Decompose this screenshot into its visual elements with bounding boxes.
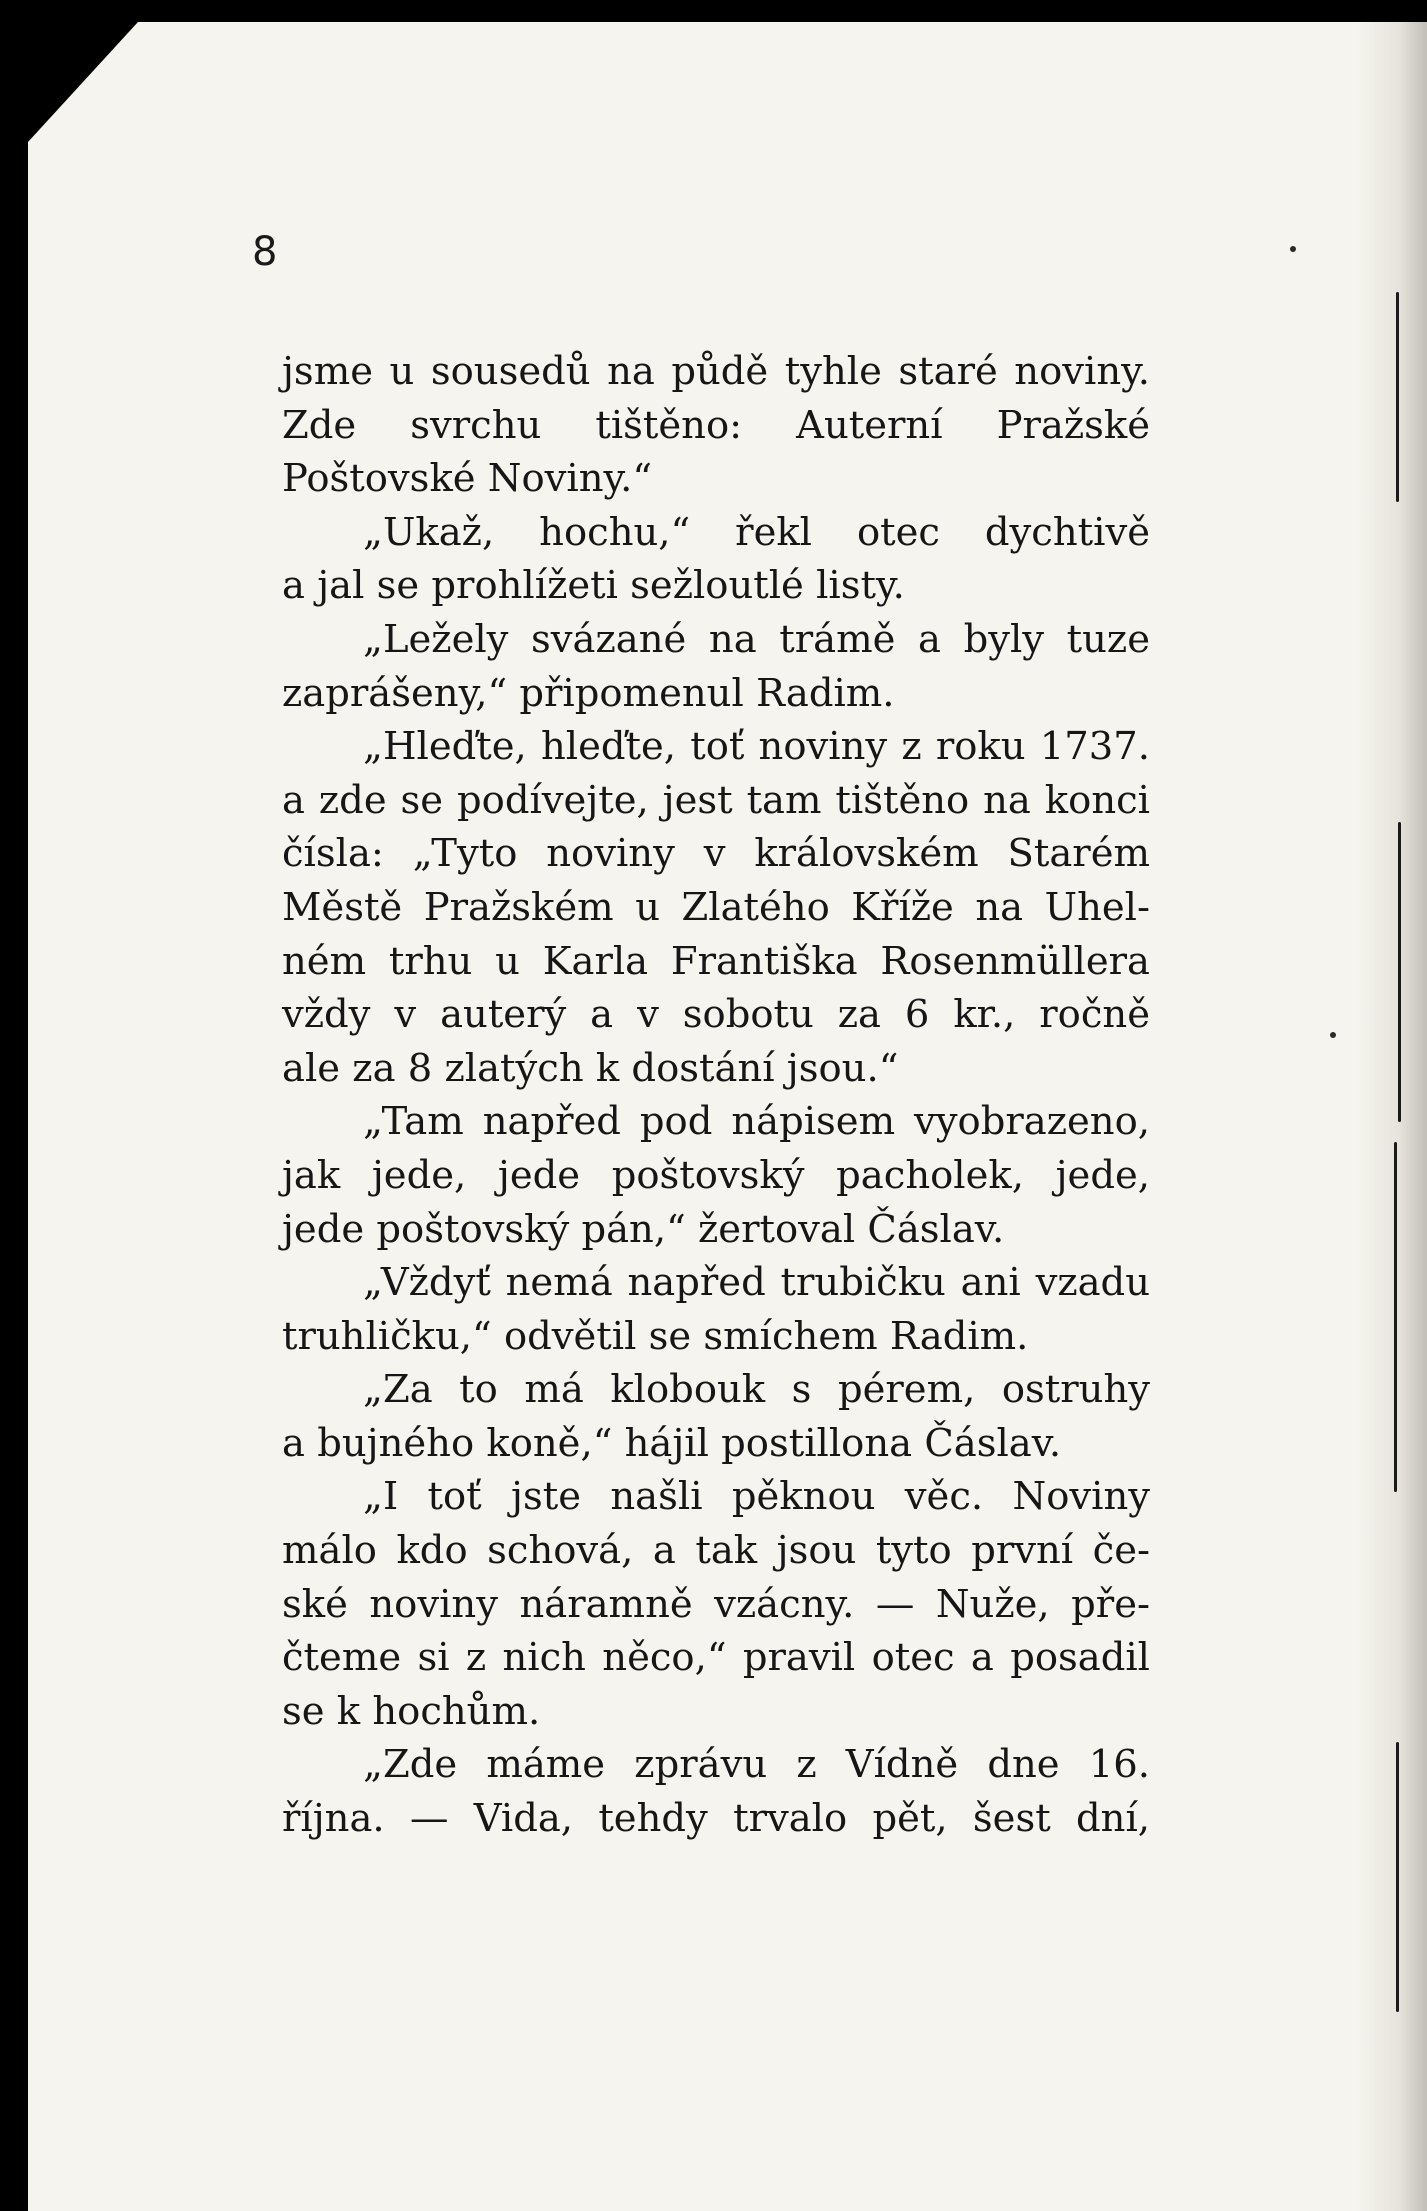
text-line: Zde svrchu tištěno: Auterní Pražské (282, 402, 1150, 448)
text-line: a zde se podívejte, jest tam tištěno na konci (282, 777, 1150, 823)
ink-speck (1290, 246, 1296, 252)
text-line: „Zde máme zprávu z Vídně dne 16. (363, 1742, 1150, 1788)
text-line: „Ležely svázané na trámě a byly tuze (363, 616, 1150, 662)
text-line: Městě Pražském u Zlatého Kříže na Uhel- (282, 884, 1150, 930)
gutter-mark (1398, 822, 1401, 1122)
text-line: „Hleďte, hleďte, toť noviny z roku 1737. (363, 724, 1150, 770)
text-line: „Za to má klobouk s pérem, ostruhy (363, 1367, 1150, 1413)
text-line: „Ukaž, hochu,“ řekl otec dychtivě (363, 509, 1150, 555)
body-text (282, 345, 1150, 1846)
page-number: 8 (252, 229, 278, 275)
text-line: ské noviny náramně vzácny. — Nuže, pře- (282, 1581, 1150, 1627)
ink-speck (1330, 1032, 1336, 1038)
text-line: Poštovské Noviny.“ (282, 456, 653, 502)
text-line: málo kdo schová, a tak jsou tyto první če- (282, 1528, 1150, 1574)
gutter-mark (1396, 292, 1399, 502)
text-line: jsme u sousedů na půdě tyhle staré noviny. (282, 349, 1150, 394)
text-line: čísla: „Tyto noviny v královském Starém (282, 831, 1150, 877)
text-line: vždy v auterý a v sobotu za 6 kr., ročně (282, 992, 1150, 1038)
text-line: „I toť jste našli pěknou věc. Noviny (363, 1474, 1150, 1520)
text-line: ale za 8 zlatých k dostání jsou.“ (282, 1045, 899, 1091)
text-line: října. — Vida, tehdy trvalo pět, šest dní, (282, 1796, 1150, 1842)
gutter-mark (1396, 1742, 1399, 2012)
text-line: čteme si z nich něco,“ pravil otec a posadil (282, 1635, 1150, 1681)
text-line: a jal se prohlížeti sežloutlé listy. (282, 563, 905, 609)
text-line: a bujného koně,“ hájil postillona Čáslav. (282, 1420, 1062, 1466)
text-line: se k hochům. (282, 1688, 541, 1734)
text-line: ném trhu u Karla Františka Rosenmüllera (282, 938, 1150, 984)
text-line: jede poštovský pán,“ žertoval Čáslav. (282, 1206, 1005, 1252)
text-line: zaprášeny,“ připomenul Radim. (282, 670, 895, 716)
text-line: „Tam napřed pod nápisem vyobrazeno, (363, 1099, 1150, 1145)
page-gutter-shadow (1357, 22, 1427, 2211)
text-line: jak jede, jede poštovský pacholek, jede, (282, 1152, 1150, 1198)
gutter-mark (1394, 1142, 1397, 1492)
text-line: truhličku,“ odvětil se smíchem Radim. (282, 1313, 1029, 1359)
text-line: „Vždyť nemá napřed trubičku ani vzadu (363, 1260, 1150, 1306)
